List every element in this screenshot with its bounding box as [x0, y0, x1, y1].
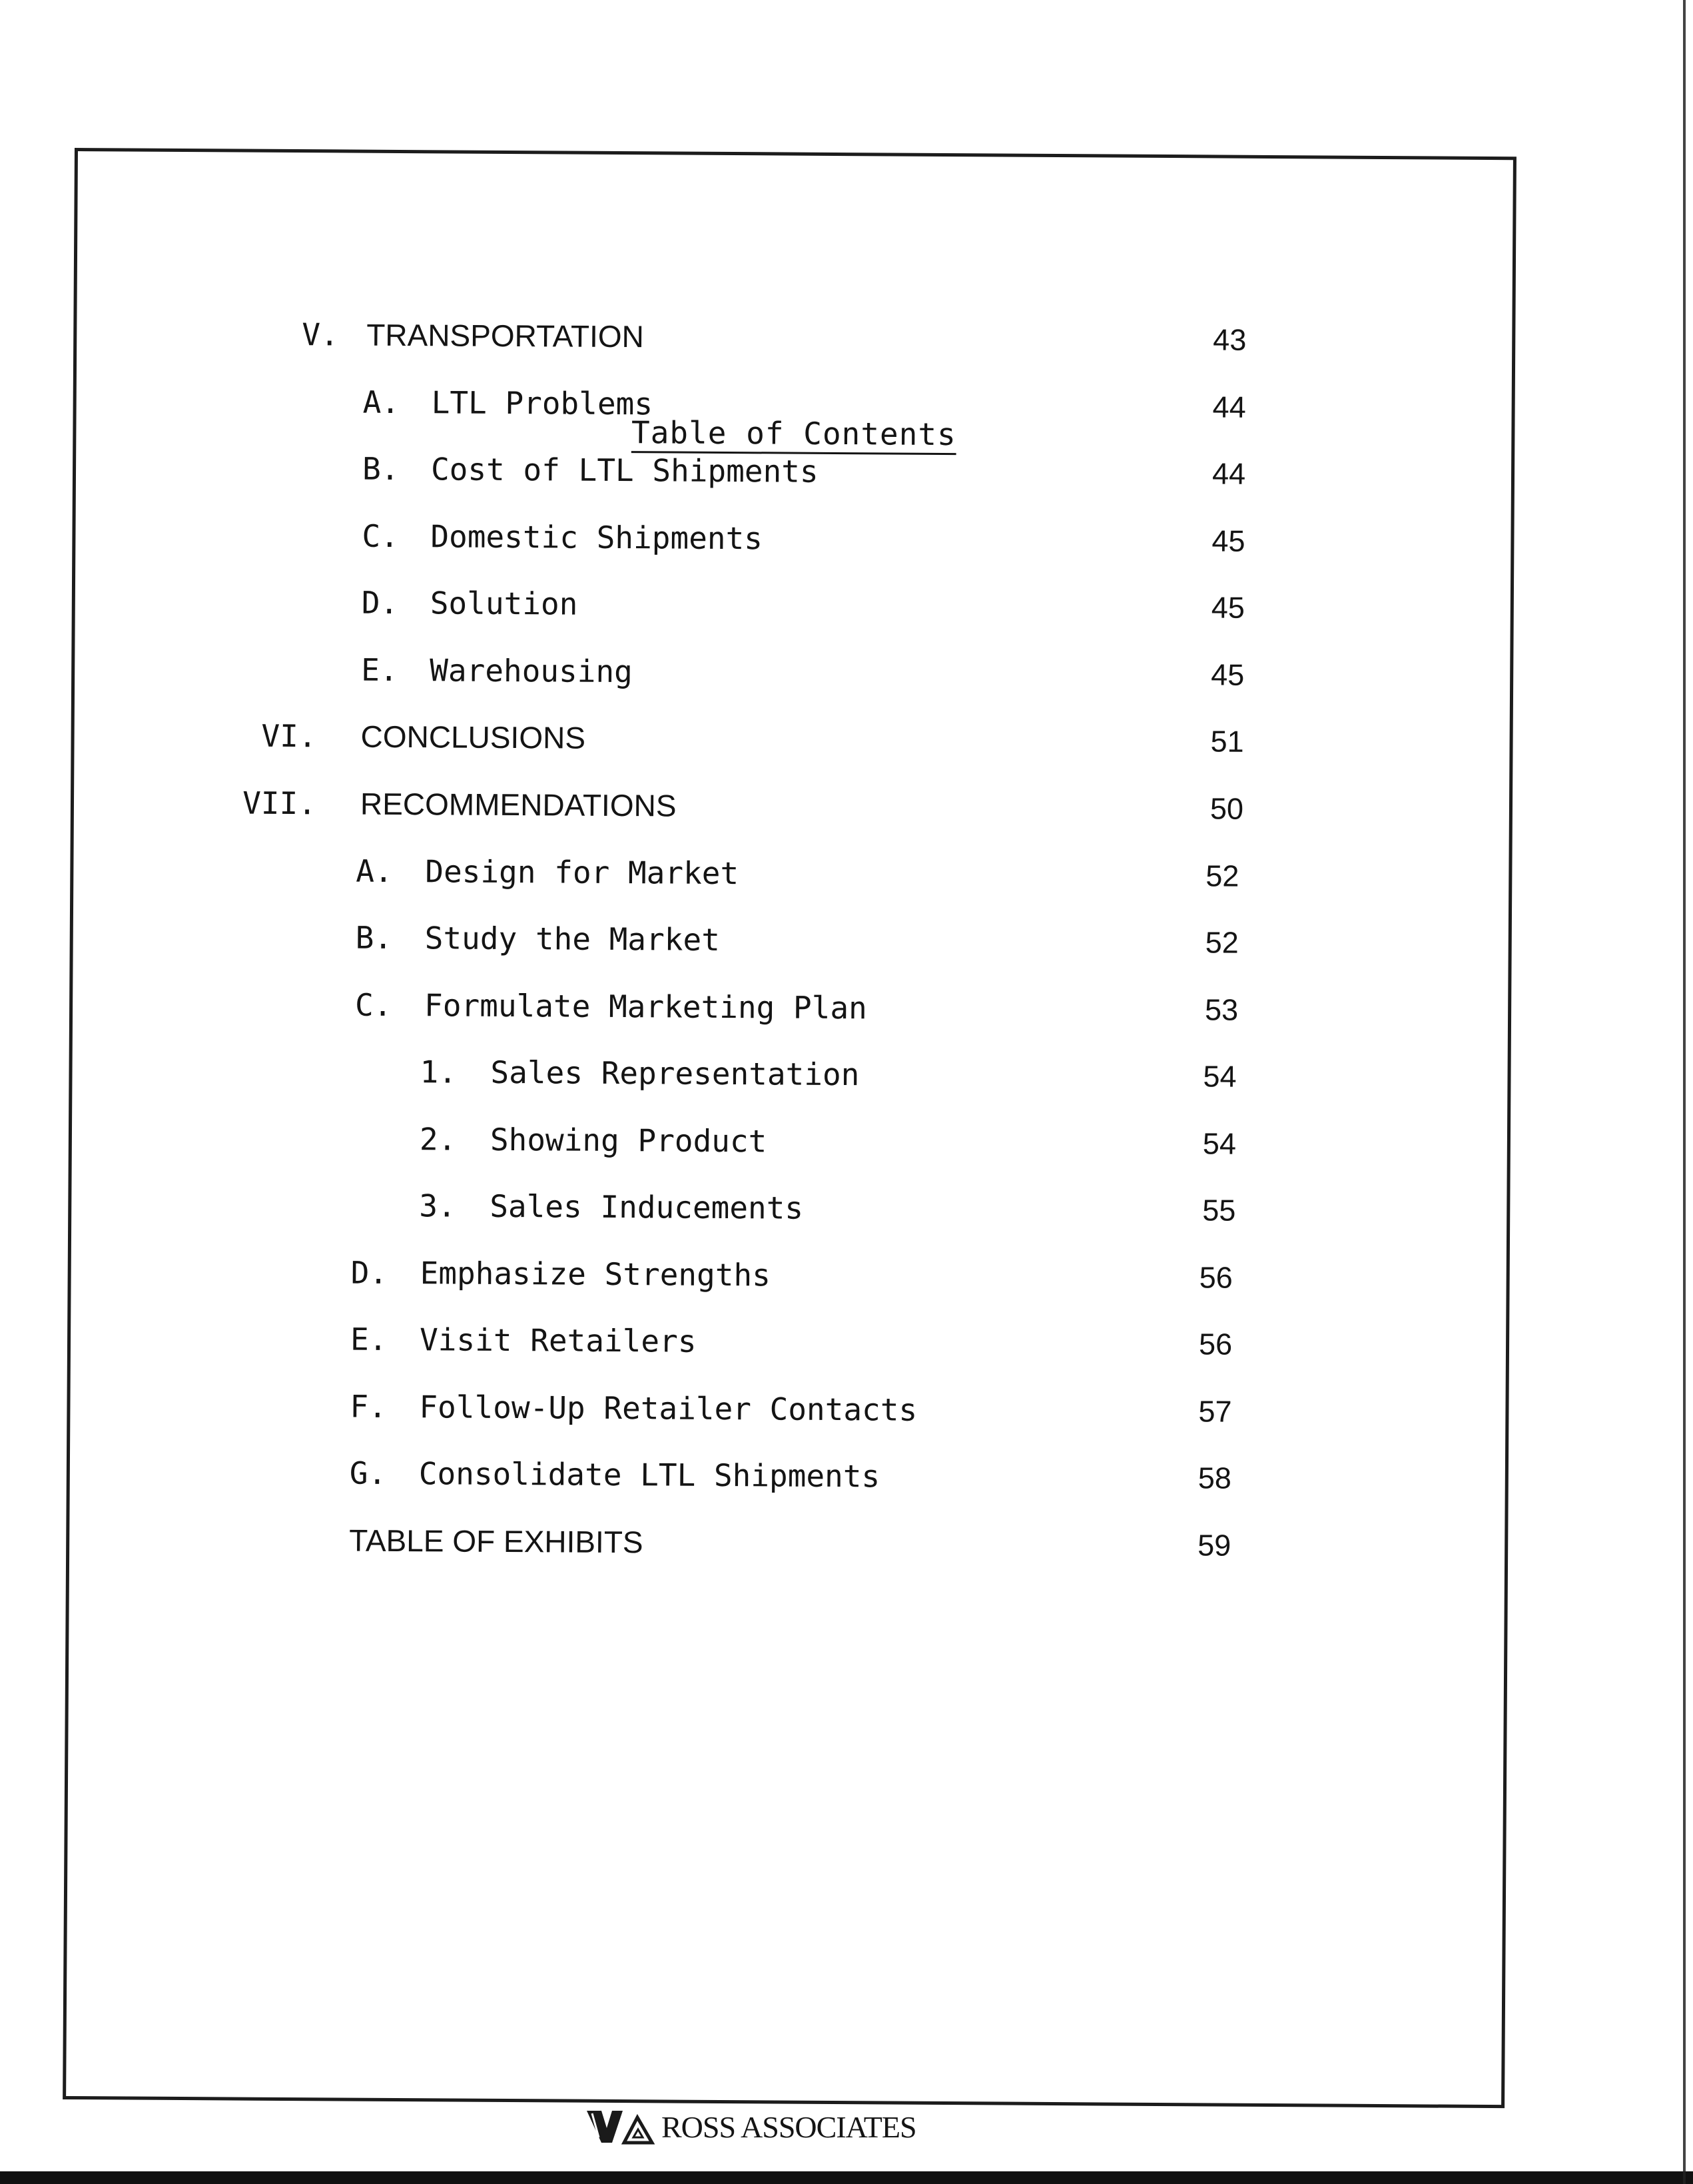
toc-entry-number: 3.	[419, 1188, 456, 1224]
toc-entry-number: A.	[362, 384, 400, 420]
scan-right-edge	[1683, 0, 1686, 2184]
toc-entry-title: Design for Market	[425, 853, 739, 892]
toc-entry-page: 43	[1213, 322, 1247, 357]
toc-entry-title: Showing Product	[490, 1121, 767, 1160]
toc-entry-page: 45	[1211, 524, 1245, 558]
toc-entry-page: 53	[1204, 992, 1239, 1027]
toc-entry-title: Cost of LTL Shipments	[430, 451, 819, 490]
toc-entry	[71, 1251, 1507, 1299]
toc-entry-page: 58	[1197, 1461, 1232, 1495]
toc-entry	[77, 313, 1512, 362]
toc-entry-page: 52	[1205, 925, 1239, 960]
toc-entry-page: 50	[1209, 791, 1244, 826]
toc-entry-page: 45	[1211, 657, 1245, 692]
toc-entry-title: TABLE OF EXHIBITS	[349, 1523, 643, 1560]
toc-entry-title: Formulate Marketing Plan	[424, 987, 867, 1026]
toc-entry-number: D.	[350, 1254, 388, 1291]
scan-bottom-edge	[0, 2171, 1693, 2184]
toc-entry-title: Emphasize Strengths	[420, 1255, 771, 1293]
toc-entry	[70, 1385, 1505, 1433]
logo-mark-icon	[583, 2108, 656, 2145]
toc-entry-page: 59	[1197, 1528, 1231, 1563]
toc-entry-page: 44	[1212, 390, 1246, 424]
toc-entry	[71, 1317, 1506, 1366]
toc-entry-number: 2.	[419, 1121, 457, 1158]
toc-entry-title: Domestic Shipments	[430, 518, 763, 557]
toc-entry-page: 54	[1202, 1126, 1237, 1161]
toc-entry	[69, 1519, 1505, 1567]
toc-entry-page: 45	[1211, 590, 1245, 625]
toc-entry	[72, 1050, 1507, 1098]
toc-entry	[70, 1451, 1505, 1500]
toc-entry-page: 51	[1210, 724, 1244, 759]
toc-entry-title: TRANSPORTATION	[366, 317, 645, 354]
toc-title-text: Table of Contents	[631, 414, 956, 453]
toc-entry-title: RECOMMENDATIONS	[360, 786, 677, 823]
toc-entry-page: 55	[1202, 1193, 1236, 1228]
toc-entry-page: 52	[1205, 859, 1239, 893]
toc-entry	[72, 1117, 1507, 1166]
toc-entry	[75, 581, 1511, 629]
toc-entry-title: LTL Problems	[431, 384, 653, 422]
toc-entry	[74, 782, 1509, 831]
toc-entry-number: VI.	[261, 717, 317, 755]
ross-associates-logo	[583, 2107, 916, 2147]
toc-entry-title: Sales Representation	[490, 1054, 860, 1093]
toc-entry-number: E.	[350, 1321, 388, 1357]
toc-entry-page: 44	[1211, 456, 1246, 491]
toc-entry-title: Sales Inducements	[490, 1188, 804, 1226]
toc-entry-title: CONCLUSIONS	[360, 719, 586, 755]
toc-entry-page: 57	[1198, 1394, 1232, 1429]
toc-entry-title: Study the Market	[424, 920, 721, 958]
toc-entry-number: B.	[355, 919, 393, 956]
toc-entry-title: Follow-Up Retailer Contacts	[419, 1389, 918, 1428]
toc-entry-title: Warehousing	[430, 652, 633, 690]
toc-entry-number: C.	[362, 518, 400, 554]
toc-entry	[75, 514, 1511, 563]
toc-entry-number: B.	[362, 450, 400, 487]
toc-entry-number: C.	[354, 986, 392, 1023]
toc-entry	[73, 849, 1509, 898]
toc-entry-number: E.	[361, 651, 398, 688]
toc-entry-page: 54	[1203, 1059, 1237, 1094]
toc-entry-number: D.	[361, 584, 399, 621]
toc-entry-title: Visit Retailers	[419, 1321, 697, 1359]
toc-entry-page: 56	[1199, 1260, 1233, 1295]
toc-entry-number: 1.	[420, 1054, 458, 1090]
toc-entry-number: V.	[302, 316, 339, 353]
page-border	[63, 148, 1517, 2108]
toc-entry	[74, 715, 1509, 763]
toc-entry	[73, 916, 1509, 964]
toc-entry-number: VII.	[242, 785, 317, 822]
toc-entry	[71, 1184, 1507, 1232]
company-name: ROSS ASSOCIATES	[661, 2109, 916, 2144]
toc-entry	[76, 447, 1511, 496]
toc-entry-number: A.	[356, 853, 393, 889]
toc-entry	[75, 648, 1510, 697]
toc-entry-page: 56	[1198, 1327, 1233, 1361]
toc-entry-title: Solution	[430, 585, 578, 622]
toc-entry-number: F.	[350, 1388, 388, 1425]
toc-entry-number: G.	[349, 1455, 387, 1491]
toc-entry-title: Consolidate LTL Shipments	[418, 1455, 880, 1495]
toc-entry	[73, 983, 1508, 1032]
